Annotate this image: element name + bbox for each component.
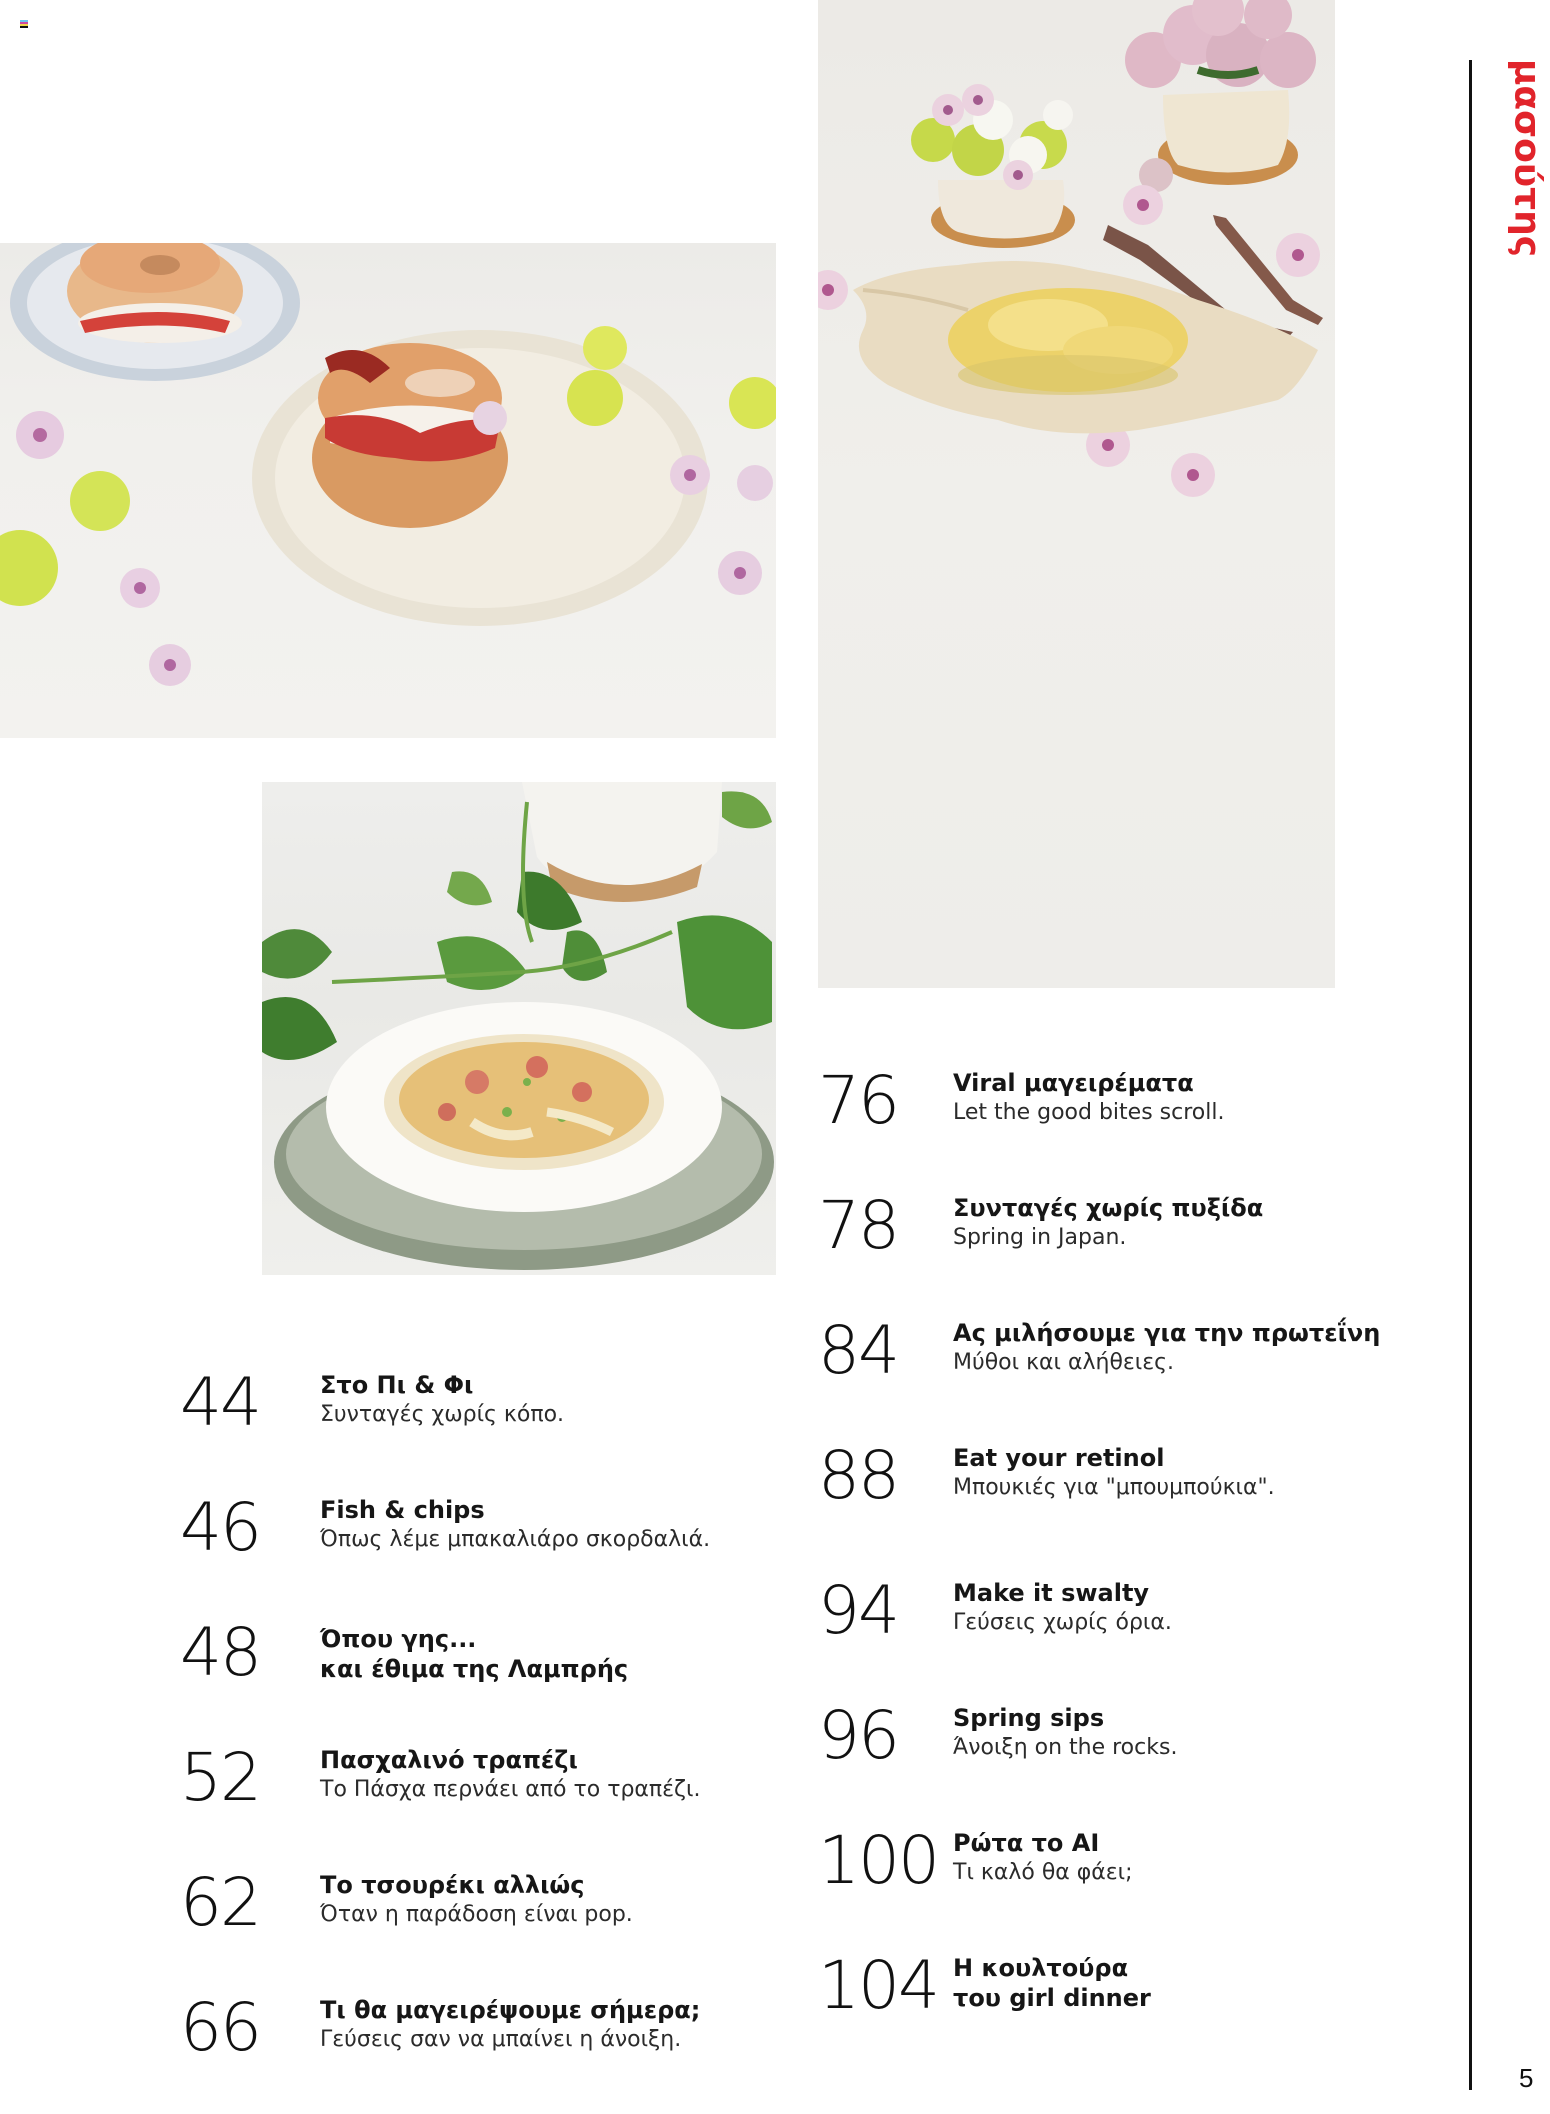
toc-title: Eat your retinol xyxy=(953,1444,1165,1472)
toc-subtitle: Όταν η παράδοση είναι pop. xyxy=(320,1902,633,1927)
page-number: 5 xyxy=(1519,2063,1534,2093)
toc-page-number: 66 xyxy=(180,1989,260,2066)
toc-page-number: 46 xyxy=(180,1489,260,1566)
photo-gnocchi xyxy=(818,0,1335,988)
toc-page-number: 48 xyxy=(180,1614,260,1691)
vertical-divider xyxy=(1469,60,1472,2090)
toc-subtitle: Γεύσεις σαν να μπαίνει η άνοιξη. xyxy=(320,2027,682,2052)
photo-bagels xyxy=(0,243,776,738)
registration-color-bar xyxy=(20,20,28,28)
toc-title: Πασχαλινό τραπέζι xyxy=(320,1746,578,1774)
brand-logo-text: μασούτης xyxy=(1506,58,1548,258)
toc-page-number: 62 xyxy=(180,1864,260,1941)
toc-subtitle: Συνταγές χωρίς κόπο. xyxy=(320,1402,565,1427)
toc-title-line2: του girl dinner xyxy=(953,1984,1151,2012)
toc-page-number: 84 xyxy=(818,1312,898,1389)
toc-subtitle: Μύθοι και αλήθειες. xyxy=(953,1350,1175,1375)
toc-page-number: 78 xyxy=(818,1187,898,1264)
toc-page-number: 104 xyxy=(818,1947,938,2024)
toc-subtitle: Άνοιξη on the rocks. xyxy=(953,1735,1178,1760)
toc-page-number: 76 xyxy=(818,1062,898,1139)
toc-subtitle: Όπως λέμε μπακαλιάρο σκορδαλιά. xyxy=(320,1527,711,1552)
gnocchi-illustration xyxy=(818,0,1335,988)
toc-title: Όπου γης... xyxy=(320,1625,477,1653)
toc-title: Το τσουρέκι αλλιώς xyxy=(320,1871,585,1899)
toc-title: Στο Πι & Φι xyxy=(320,1371,474,1399)
toc-page-number: 44 xyxy=(180,1364,260,1441)
bagels-illustration xyxy=(0,243,776,738)
toc-page-number: 52 xyxy=(180,1739,260,1816)
toc-subtitle: Let the good bites scroll. xyxy=(953,1100,1225,1125)
toc-title: Ρώτα το AI xyxy=(953,1829,1100,1857)
toc-title: Spring sips xyxy=(953,1704,1105,1732)
toc-subtitle: Το Πάσχα περνάει από το τραπέζι. xyxy=(320,1777,701,1802)
pasta-illustration xyxy=(262,782,776,1275)
toc-title: Make it swalty xyxy=(953,1579,1150,1607)
toc-title: Συνταγές χωρίς πυξίδα xyxy=(953,1194,1264,1222)
toc-subtitle: Spring in Japan. xyxy=(953,1225,1127,1250)
toc-subtitle: Γεύσεις χωρίς όρια. xyxy=(953,1610,1172,1635)
toc-title-line2: και έθιμα της Λαμπρής xyxy=(320,1655,629,1683)
toc-page-number: 100 xyxy=(818,1822,938,1899)
toc-page-number: 88 xyxy=(818,1437,898,1514)
toc-title: Viral μαγειρέματα xyxy=(953,1069,1194,1097)
toc-page-number: 96 xyxy=(818,1697,898,1774)
brand-logo xyxy=(1490,60,1550,256)
toc-title: Τι θα μαγειρέψουμε σήμερα; xyxy=(320,1996,701,2024)
photo-pasta xyxy=(262,782,776,1275)
toc-title: Fish & chips xyxy=(320,1496,485,1524)
toc-page-number: 94 xyxy=(818,1572,898,1649)
black-swatch xyxy=(20,26,28,28)
toc-subtitle: Μπουκιές για "μπουμπούκια". xyxy=(953,1475,1275,1500)
toc-subtitle: Τι καλό θα φάει; xyxy=(953,1860,1133,1885)
toc-title: Ας μιλήσουμε για την πρωτεΐνη xyxy=(953,1319,1381,1347)
toc-title: Η κουλτούρα xyxy=(953,1954,1129,1982)
